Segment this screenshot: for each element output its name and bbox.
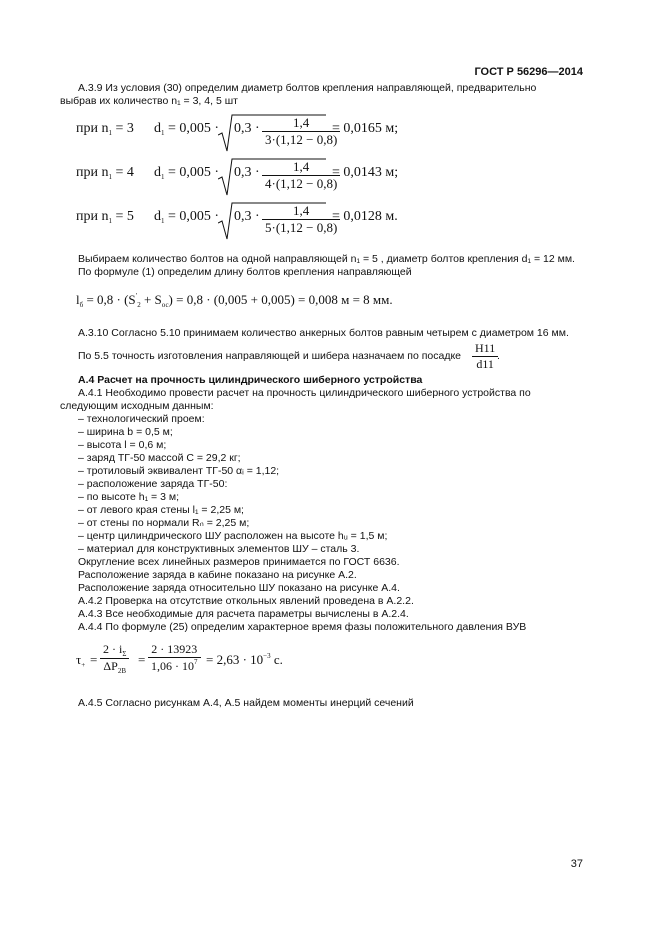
formula-d-2: [76, 157, 476, 197]
formula-cond: при $n_1 = 4$: [76, 165, 134, 181]
page-number: 37: [570, 858, 583, 870]
root-coef: 0,3 ·: [234, 121, 260, 136]
list-item: – центр цилиндрического ШУ расположен на высоте hᵤ = 1,5 м;: [78, 530, 388, 542]
formula-lhs: $d_1 = 0,005$ ·: [154, 165, 220, 181]
list-item: – по высоте h₁ = 3 м;: [78, 491, 179, 503]
equals-sign: =: [90, 652, 98, 667]
numerator: 1,4: [262, 203, 340, 220]
fit-denominator: d11: [476, 357, 494, 371]
after-line: Округление всех линейных размеров принимается по ГОСТ 6636.: [78, 556, 400, 568]
fraction: [262, 203, 340, 236]
after-line: А.4.2 Проверка на отсутствие откольных явлений проведена в А.2.2.: [78, 595, 414, 607]
denominator: 3·(1,12 − 0,8): [265, 132, 338, 147]
formula-lhs: $d_1 = 0,005$ ·: [154, 209, 220, 225]
after-line: Расположение заряда относительно ШУ показано на рисунке А.4.: [78, 582, 400, 594]
result: = 0,0165 м;: [332, 121, 399, 136]
formula-length: $l_б = 0,8 \cdot (S'_2 + S_{ос}) = 0,8 \cdot (0,005 + 0,005) = 0,008$ м = 8 мм.: [76, 292, 393, 309]
choose-line1: Выбираем количество болтов на одной направляющей n₁ = 5 , диаметр болтов крепления d₁ = 12 мм.: [78, 253, 575, 265]
tau-result: = $2,63 \cdot 10^{-3}$ с.: [206, 652, 283, 667]
list-item: – технологический проем:: [78, 413, 205, 425]
standard-code-header: ГОСТ Р 56296—2014: [474, 66, 583, 78]
a41-line1: А.4.1 Необходимо провести расчет на прочность цилиндрического шиберного устройства по: [78, 387, 531, 399]
a310-text: А.3.10 Согласно 5.10 принимаем количество анкерных болтов равным четырем с диаметром 16 мм.: [78, 327, 569, 339]
a39-line1: А.3.9 Из условия (30) определим диаметр болтов крепления направляющей, предварительно: [78, 82, 537, 94]
formula-lhs: $d_1 = 0,005$ ·: [154, 121, 220, 137]
after-line: А.4.4 По формуле (25) определим характерное время фазы положительного давления ВУВ: [78, 621, 527, 633]
fit-numerator: H11: [472, 341, 498, 357]
a41-line2: следующим исходным данным:: [60, 400, 214, 412]
choose-line2: По формуле (1) определим длину болтов крепления направляющей: [78, 266, 412, 278]
after-line: А.4.3 Все необходимые для расчета параметры вычислены в А.2.4.: [78, 608, 409, 620]
root-coef: 0,3 ·: [234, 209, 260, 224]
formula-cond: при $n_1 = 5$: [76, 209, 134, 225]
fit-fraction: [472, 341, 498, 372]
formula-d-1: [76, 113, 476, 153]
equals-sign: =: [138, 652, 146, 667]
list-item: – заряд ТГ-50 массой С = 29,2 кг;: [78, 452, 241, 464]
list-item: – высота l = 0,6 м;: [78, 439, 167, 451]
list-item: – ширина b = 0,5 м;: [78, 426, 173, 438]
result: = 0,0143 м;: [332, 165, 399, 180]
root-coef: 0,3 ·: [234, 165, 260, 180]
result: = 0,0128 м.: [332, 209, 398, 224]
fraction: [262, 159, 340, 192]
fit-end: .: [497, 350, 500, 362]
tau-fraction-2: $\frac{2 \cdot 13923}{1,06 \cdot 10^7}$: [148, 642, 201, 674]
numerator: 1,4: [262, 159, 340, 176]
list-item: – тротиловый эквивалент ТГ-50 αᵢ = 1,12;: [78, 465, 280, 477]
list-item: – расположение заряда ТГ-50:: [78, 478, 228, 490]
formula-cond: при $n_1 = 3$: [76, 121, 134, 137]
denominator: 5·(1,12 − 0,8): [265, 220, 338, 235]
tau-lhs: $\tau_+$: [76, 652, 86, 669]
after-line: Расположение заряда в кабине показано на рисунке А.2.: [78, 569, 357, 581]
denominator: 4·(1,12 − 0,8): [265, 176, 338, 191]
formula-d-3: [76, 201, 476, 241]
a45-text: А.4.5 Согласно рисункам А.4, А.5 найдем моменты инерций сечений: [78, 697, 414, 709]
list-item: – от левого края стены l₁ = 2,25 м;: [78, 504, 244, 516]
numerator: 1,4: [262, 115, 340, 132]
formula-tau: [76, 640, 396, 684]
fraction: [262, 115, 340, 148]
section-a4-title: А.4 Расчет на прочность цилиндрического шиберного устройства: [78, 374, 423, 386]
tau-fraction-1: $\frac{2 \cdot i_\Sigma}{\Delta P_{2B}}$: [100, 642, 129, 675]
fit-text: По 5.5 точность изготовления направляющей и шибера назначаем по посадке: [78, 350, 461, 362]
list-item: – материал для конструктивных элементов ШУ – сталь 3.: [78, 543, 360, 555]
list-item: – от стены по нормали Rₙ = 2,25 м;: [78, 517, 250, 529]
a39-line2: выбрав их количество n₁ = 3, 4, 5 шт: [60, 95, 238, 107]
